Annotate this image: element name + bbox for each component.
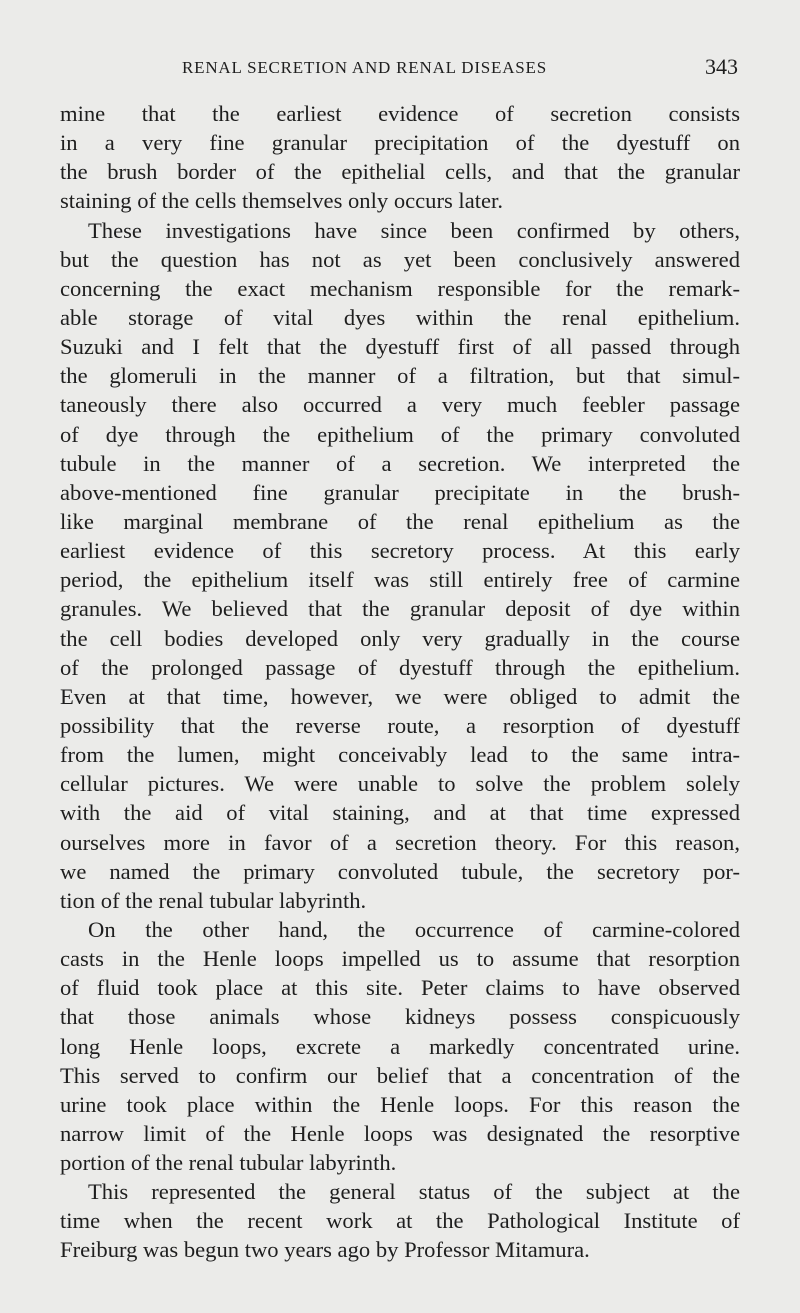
text-line: narrow limit of the Henle loops was designated the resorptive xyxy=(60,1120,740,1146)
text-line: in a very fine granular precipitation of the dyestuff on xyxy=(60,130,740,156)
text-line: These investigations have since been confirmed by others, xyxy=(88,217,740,243)
text-line: earliest evidence of this secretory process. At this early xyxy=(60,538,740,564)
body-text xyxy=(60,99,740,1265)
paragraph xyxy=(60,216,740,915)
text-line: we named the primary convoluted tubule, the secretory por- xyxy=(60,858,740,884)
text-line: of fluid took place at this site. Peter claims to have observed xyxy=(60,975,740,1001)
text-line: long Henle loops, excrete a markedly concentrated urine. xyxy=(60,1033,740,1059)
text-line: casts in the Henle loops impelled us to assume that resorption xyxy=(60,946,740,972)
text-line: the cell bodies developed only very gradually in the course xyxy=(60,625,740,651)
text-line: above-mentioned fine granular precipitate in the brush- xyxy=(60,479,740,505)
text-line: like marginal membrane of the renal epithelium as the xyxy=(60,508,740,534)
text-line: that those animals whose kidneys possess conspicuously xyxy=(60,1004,740,1030)
text-line: taneously there also occurred a very much feebler passage xyxy=(60,392,740,418)
text-line: urine took place within the Henle loops. For this reason the xyxy=(60,1091,740,1117)
text-line: period, the epithelium itself was still entirely free of carmine xyxy=(60,567,740,593)
text-line: cellular pictures. We were unable to solve the problem solely xyxy=(60,771,740,797)
text-line: but the question has not as yet been conclusively answered xyxy=(60,246,740,272)
text-line: time when the recent work at the Pathological Institute of xyxy=(60,1208,740,1234)
paragraph xyxy=(60,915,740,1177)
text-line: Freiburg was begun two years ago by Professor Mitamura. xyxy=(60,1237,590,1263)
text-line: granules. We believed that the granular deposit of dye within xyxy=(60,596,740,622)
running-title: RENAL SECRETION AND RENAL DISEASES xyxy=(182,58,547,77)
text-line: This represented the general status of the subject at the xyxy=(88,1179,740,1205)
paragraph xyxy=(60,99,740,216)
text-line: the brush border of the epithelial cells, and that the granular xyxy=(60,159,740,185)
text-line: of dye through the epithelium of the primary convoluted xyxy=(60,421,740,447)
text-line: able storage of vital dyes within the renal epithelium. xyxy=(60,304,740,330)
running-head xyxy=(60,54,740,84)
text-line: This served to confirm our belief that a concentration of the xyxy=(60,1062,740,1088)
text-line: the glomeruli in the manner of a filtration, but that simul- xyxy=(60,363,740,389)
text-line: mine that the earliest evidence of secretion consists xyxy=(60,101,740,126)
text-line: from the lumen, might conceivably lead to the same intra- xyxy=(60,742,740,768)
paragraph xyxy=(60,1177,740,1264)
text-line: On the other hand, the occurrence of carmine-colored xyxy=(88,916,740,942)
text-line: tubule in the manner of a secretion. We interpreted the xyxy=(60,450,740,476)
text-line: portion of the renal tubular labyrinth. xyxy=(60,1150,397,1176)
text-line: possibility that the reverse route, a resorption of dyestuff xyxy=(60,712,740,738)
text-line: concerning the exact mechanism responsible for the remark- xyxy=(60,275,740,301)
text-line: Even at that time, however, we were obliged to admit the xyxy=(60,683,740,709)
text-line: staining of the cells themselves only occurs later. xyxy=(60,188,503,214)
text-line: tion of the renal tubular labyrinth. xyxy=(60,887,367,913)
text-line: with the aid of vital staining, and at that time expressed xyxy=(60,800,740,826)
text-line: Suzuki and I felt that the dyestuff first of all passed through xyxy=(60,334,740,360)
text-line: ourselves more in favor of a secretion theory. For this reason, xyxy=(60,829,740,855)
text-line: of the prolonged passage of dyestuff through the epithelium. xyxy=(60,654,740,680)
page-number: 343 xyxy=(705,54,738,79)
